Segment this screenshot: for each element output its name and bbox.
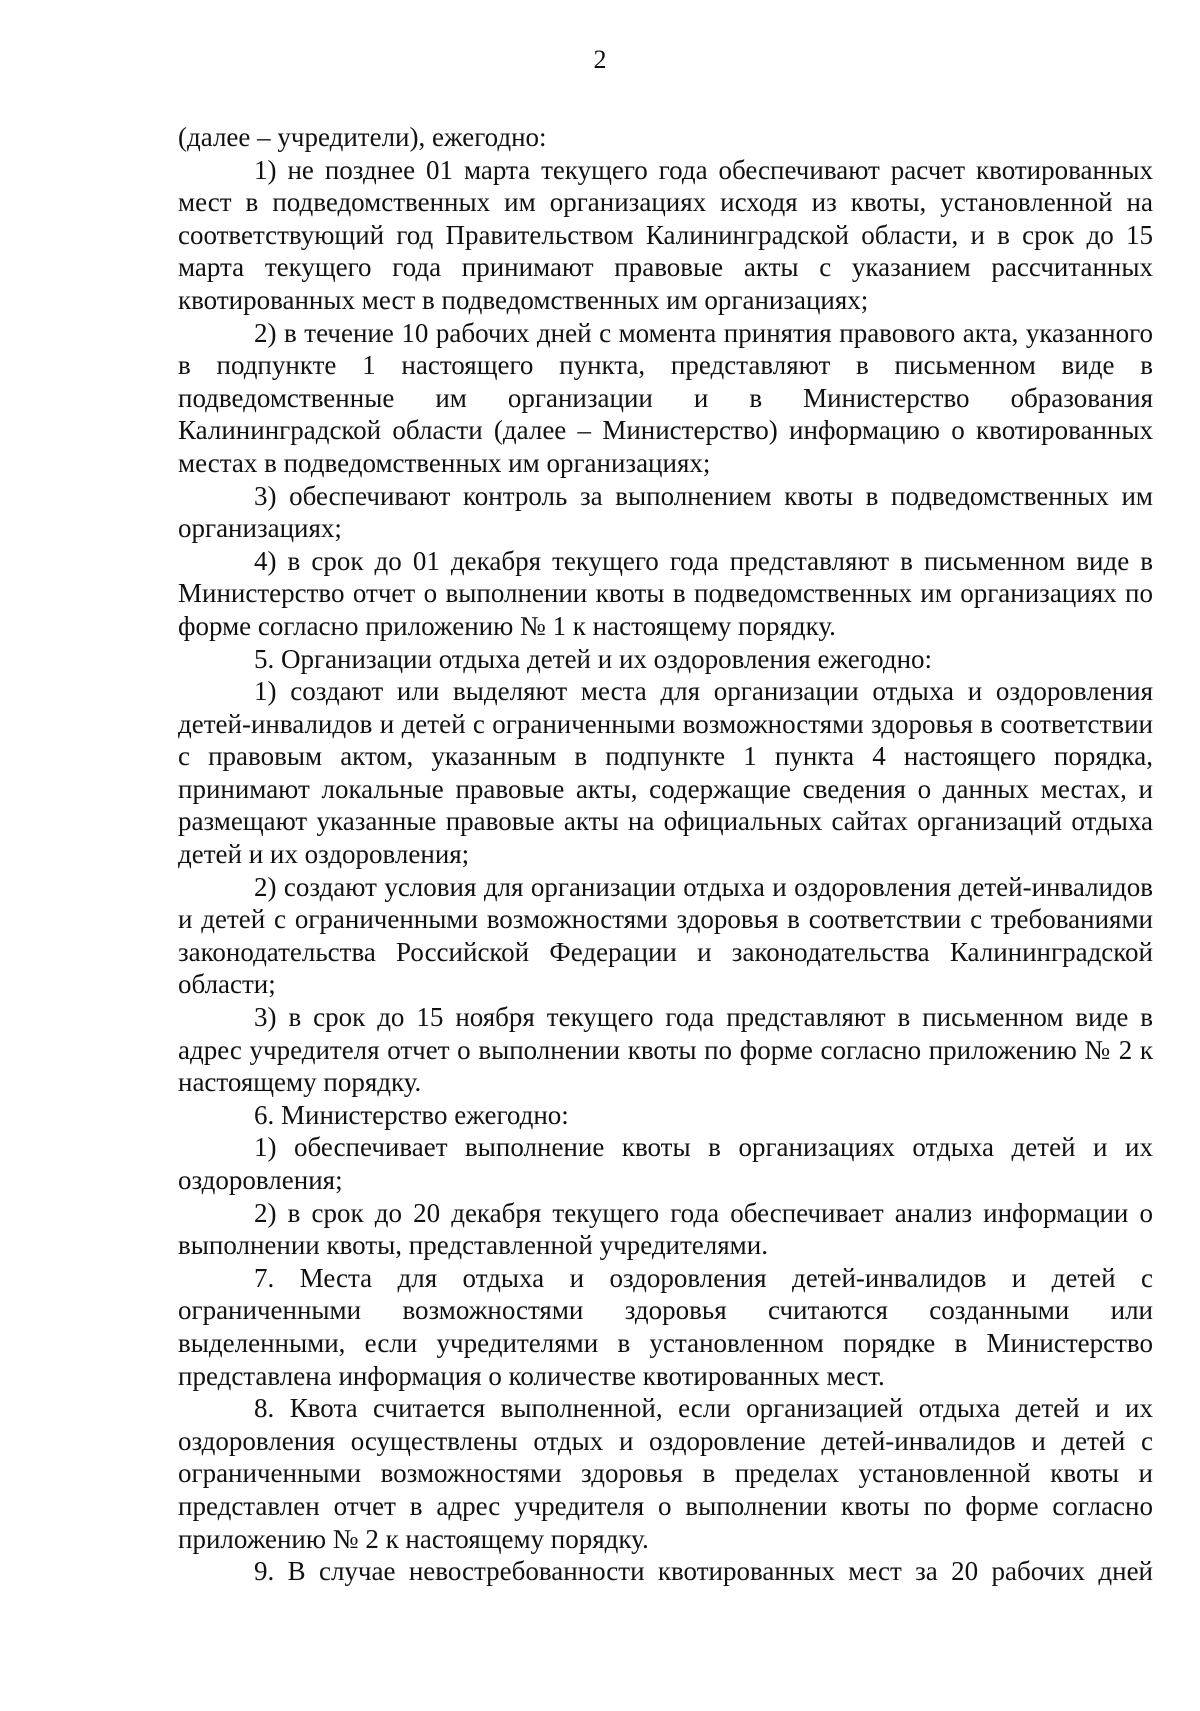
document-body bbox=[178, 121, 1153, 1588]
paragraph-item-6-1: 1) обеспечивает выполнение квоты в организациях отдыха детей и их оздоровления; bbox=[178, 1132, 1153, 1195]
paragraph-clause-7: 7. Места для отдыха и оздоровления детей-инвалидов и детей с ограниченными возможностями здоровья считаются созданными или выделенными, если учредителями в установленном порядке в Министерство представлена информация о количестве квотированных мест. bbox=[178, 1262, 1153, 1391]
paragraph-item-4-1: 1) не позднее 01 марта текущего года обеспечивают расчет квотированных мест в подведомственных им организациях исходя из квоты, установленной на соответствующий год Правительством Калининградской области, и в срок до 15 марта текущего года принимают правовые акты с указанием рассчитанных квотированных мест в подведомственных им организациях; bbox=[178, 154, 1153, 315]
paragraph-continuation: (далее – учредители), ежегодно: bbox=[178, 122, 547, 152]
paragraph-item-4-4: 4) в срок до 01 декабря текущего года представляют в письменном виде в Министерство отчет о выполнении квоты в подведомственных им организациях по форме согласно приложению № 1 к настоящему порядку. bbox=[178, 545, 1153, 641]
paragraph-item-5-3: 3) в срок до 15 ноября текущего года представляют в письменном виде в адрес учредителя отчет о выполнении квоты по форме согласно приложению № 2 к настоящему порядку. bbox=[178, 1002, 1153, 1098]
paragraph-clause-6: 6. Министерство ежегодно: bbox=[254, 1099, 569, 1130]
paragraph-clause-8: 8. Квота считается выполненной, если организацией отдыха детей и их оздоровления осуществлены отдых и оздоровление детей-инвалидов и детей с ограниченными возможностями здоровья в пределах установленной квоты и представлен отчет в адрес учредителя о выполнении квоты по форме согласно приложению № 2 к настоящему порядку. bbox=[178, 1393, 1153, 1554]
paragraph-clause-9: 9. В случае невостребованности квотированных мест за 20 рабочих дней bbox=[254, 1556, 1153, 1587]
paragraph-item-4-3: 3) обеспечивают контроль за выполнением квоты в подведомственных им организациях; bbox=[178, 480, 1153, 544]
paragraph-item-5-2: 2) создают условия для организации отдыха и оздоровления детей-инвалидов и детей с ограниченными возможностями здоровья в соответствии с требованиями законодательства Российской Федерации и законодательства Калининградской области; bbox=[178, 871, 1153, 1000]
paragraph-item-6-2: 2) в срок до 20 декабря текущего года обеспечивает анализ информации о выполнении квоты, представленной учредителями. bbox=[178, 1197, 1153, 1261]
paragraph-clause-5: 5. Организации отдыха детей и их оздоровления ежегодно: bbox=[254, 643, 933, 674]
paragraph-item-5-1: 1) создают или выделяют места для организации отдыха и оздоровления детей-инвалидов и детей с ограниченными возможностями здоровья в соответствии с правовым актом, указанным в подпункте 1 пункта 4 настоящего порядка, принимают локальные правовые акты, содержащие сведения о данных местах, и размещают указанные правовые акты на официальных сайтах организаций отдыха детей и их оздоровления; bbox=[178, 676, 1153, 870]
page-number: 2 bbox=[593, 45, 607, 74]
paragraph-item-4-2: 2) в течение 10 рабочих дней с момента принятия правового акта, указанного в подпункте 1 настоящего пункта, представляют в письменном виде в подведомственные им организации и в Министерство образования Калининградской области (далее – Министерство) информацию о квотированных местах в подведомственных им организациях; bbox=[178, 317, 1153, 478]
